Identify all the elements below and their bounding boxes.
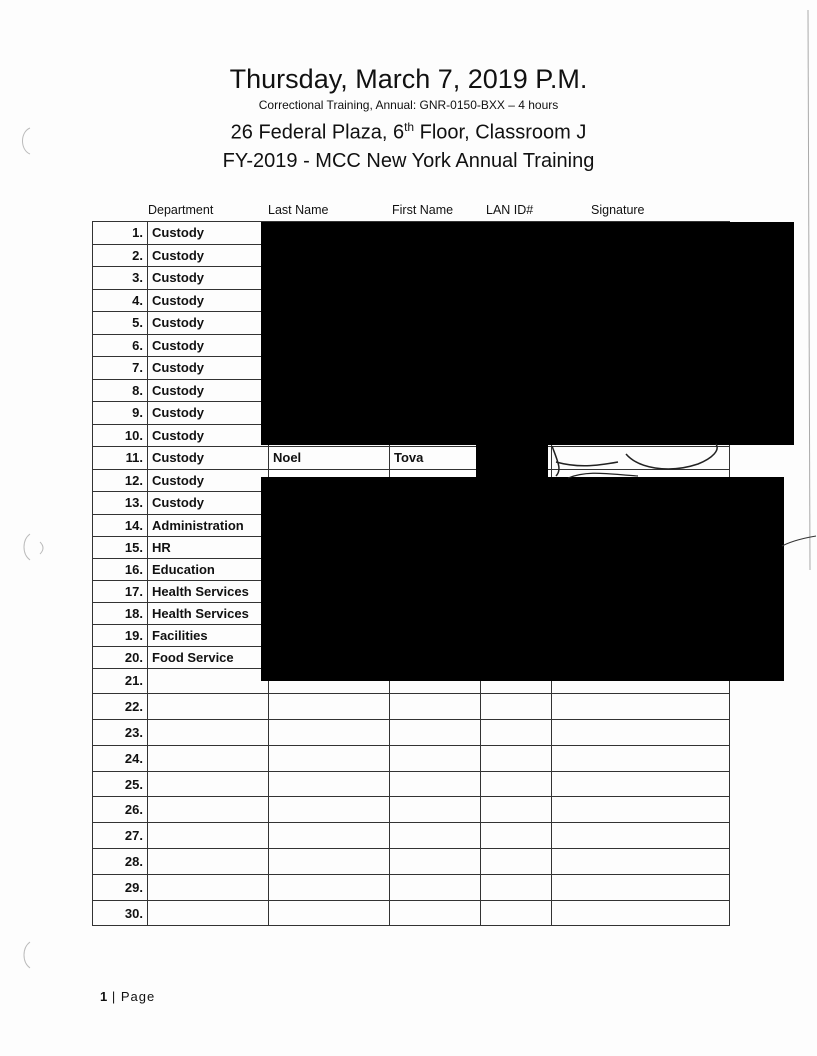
redaction-block	[476, 444, 548, 480]
lan-id-cell	[481, 900, 552, 926]
location-text-end: Floor, Classroom J	[414, 121, 587, 144]
table-row	[93, 900, 730, 926]
location-line	[0, 113, 817, 147]
table-row	[93, 874, 730, 900]
last-name-cell	[269, 745, 390, 771]
first-name-cell	[390, 694, 481, 720]
department-cell	[148, 874, 269, 900]
row-number: 11.	[93, 447, 148, 470]
page-number: 1	[100, 989, 108, 1004]
row-number: 15.	[93, 536, 148, 558]
row-number: 2.	[93, 244, 148, 267]
signature-cell	[552, 797, 730, 823]
last-name-cell	[269, 823, 390, 849]
page-footer	[100, 989, 155, 1004]
first-name-cell	[390, 797, 481, 823]
signature-cell	[552, 694, 730, 720]
first-name-cell	[390, 745, 481, 771]
first-name-cell	[390, 771, 481, 797]
page-header	[0, 62, 817, 175]
first-name-cell	[390, 823, 481, 849]
row-number: 17.	[93, 580, 148, 602]
row-number: 24.	[93, 745, 148, 771]
signature-cell	[552, 874, 730, 900]
location-text: 26 Federal Plaza, 6	[230, 121, 405, 144]
first-name-cell	[390, 849, 481, 875]
department-cell	[148, 668, 269, 694]
row-number: 1.	[93, 222, 148, 245]
department-cell: Custody	[148, 492, 269, 515]
row-number: 25.	[93, 771, 148, 797]
department-cell: Administration	[148, 514, 269, 536]
table-row	[93, 720, 730, 746]
department-cell	[148, 694, 269, 720]
row-number: 27.	[93, 823, 148, 849]
signature-cell	[552, 849, 730, 875]
scan-hole-mark	[18, 940, 48, 970]
row-number: 8.	[93, 379, 148, 402]
lan-id-cell	[481, 694, 552, 720]
row-number: 18.	[93, 602, 148, 624]
department-cell: Health Services	[148, 602, 269, 624]
row-number: 23.	[93, 720, 148, 746]
department-cell: Custody	[148, 402, 269, 425]
row-number: 22.	[93, 694, 148, 720]
row-number: 19.	[93, 624, 148, 646]
signature-cell	[552, 823, 730, 849]
row-number: 3.	[93, 267, 148, 290]
page-title: Thursday, March 7, 2019 P.M.	[229, 64, 588, 94]
row-number: 20.	[93, 646, 148, 668]
lan-id-cell	[481, 849, 552, 875]
scan-hole-mark	[18, 532, 48, 562]
department-cell: Custody	[148, 469, 269, 492]
table-row	[93, 745, 730, 771]
lan-id-cell	[481, 797, 552, 823]
row-number: 14.	[93, 514, 148, 536]
signature-cell	[552, 720, 730, 746]
page-label: | Page	[111, 989, 156, 1004]
row-number: 4.	[93, 289, 148, 312]
signature-cell	[552, 900, 730, 926]
last-name-cell	[269, 874, 390, 900]
row-number: 6.	[93, 334, 148, 357]
column-header-department: Department	[148, 203, 214, 217]
column-header-signature: Signature	[591, 203, 645, 217]
row-number: 9.	[93, 402, 148, 425]
signature-cell	[552, 745, 730, 771]
department-cell	[148, 771, 269, 797]
department-cell: Custody	[148, 357, 269, 380]
row-number: 29.	[93, 874, 148, 900]
department-cell: Custody	[148, 424, 269, 447]
redaction-block	[261, 222, 794, 445]
department-cell: Custody	[148, 244, 269, 267]
department-cell: Education	[148, 558, 269, 580]
department-cell	[148, 720, 269, 746]
table-row	[93, 823, 730, 849]
department-cell: Custody	[148, 312, 269, 335]
column-header-lan-id: LAN ID#	[486, 203, 534, 217]
department-cell: Facilities	[148, 624, 269, 646]
department-cell: Custody	[148, 334, 269, 357]
last-name-cell	[269, 720, 390, 746]
row-number: 28.	[93, 849, 148, 875]
last-name-cell: Noel	[269, 447, 390, 470]
row-number: 7.	[93, 357, 148, 380]
row-number: 21.	[93, 668, 148, 694]
handwritten-signature	[548, 440, 728, 480]
table-row	[93, 771, 730, 797]
redaction-block	[261, 477, 784, 681]
first-name-cell	[390, 874, 481, 900]
lan-id-cell	[481, 771, 552, 797]
last-name-cell	[269, 771, 390, 797]
row-number: 5.	[93, 312, 148, 335]
department-cell: Custody	[148, 267, 269, 290]
first-name-cell	[390, 720, 481, 746]
first-name-cell: Tova	[390, 447, 481, 470]
department-cell	[148, 849, 269, 875]
department-cell: Custody	[148, 447, 269, 470]
column-header-first-name: First Name	[392, 203, 454, 217]
course-subtitle: Correctional Training, Annual: GNR-0150-BXX – 4 hours	[258, 98, 559, 112]
department-cell: HR	[148, 536, 269, 558]
department-cell	[148, 823, 269, 849]
signature-cell	[552, 771, 730, 797]
last-name-cell	[269, 849, 390, 875]
row-number: 26.	[93, 797, 148, 823]
lan-id-cell	[481, 745, 552, 771]
location-superscript: th	[404, 120, 415, 134]
last-name-cell	[269, 694, 390, 720]
lan-id-cell	[481, 823, 552, 849]
table-row	[93, 797, 730, 823]
last-name-cell	[269, 797, 390, 823]
program-title: FY-2019 - MCC New York Annual Training	[222, 149, 595, 172]
department-cell	[148, 745, 269, 771]
table-row	[93, 849, 730, 875]
column-header-last-name: Last Name	[268, 203, 329, 217]
scan-hole-mark	[16, 126, 46, 156]
department-cell	[148, 797, 269, 823]
page-edge-line	[780, 10, 817, 570]
lan-id-cell	[481, 720, 552, 746]
row-number: 16.	[93, 558, 148, 580]
department-cell: Health Services	[148, 580, 269, 602]
row-number: 13.	[93, 492, 148, 515]
department-cell: Custody	[148, 289, 269, 312]
department-cell: Custody	[148, 222, 269, 245]
first-name-cell	[390, 900, 481, 926]
table-row	[93, 694, 730, 720]
department-cell: Food Service	[148, 646, 269, 668]
last-name-cell	[269, 900, 390, 926]
row-number: 30.	[93, 900, 148, 926]
lan-id-cell	[481, 874, 552, 900]
row-number: 10.	[93, 424, 148, 447]
department-cell: Custody	[148, 379, 269, 402]
department-cell	[148, 900, 269, 926]
row-number: 12.	[93, 469, 148, 492]
